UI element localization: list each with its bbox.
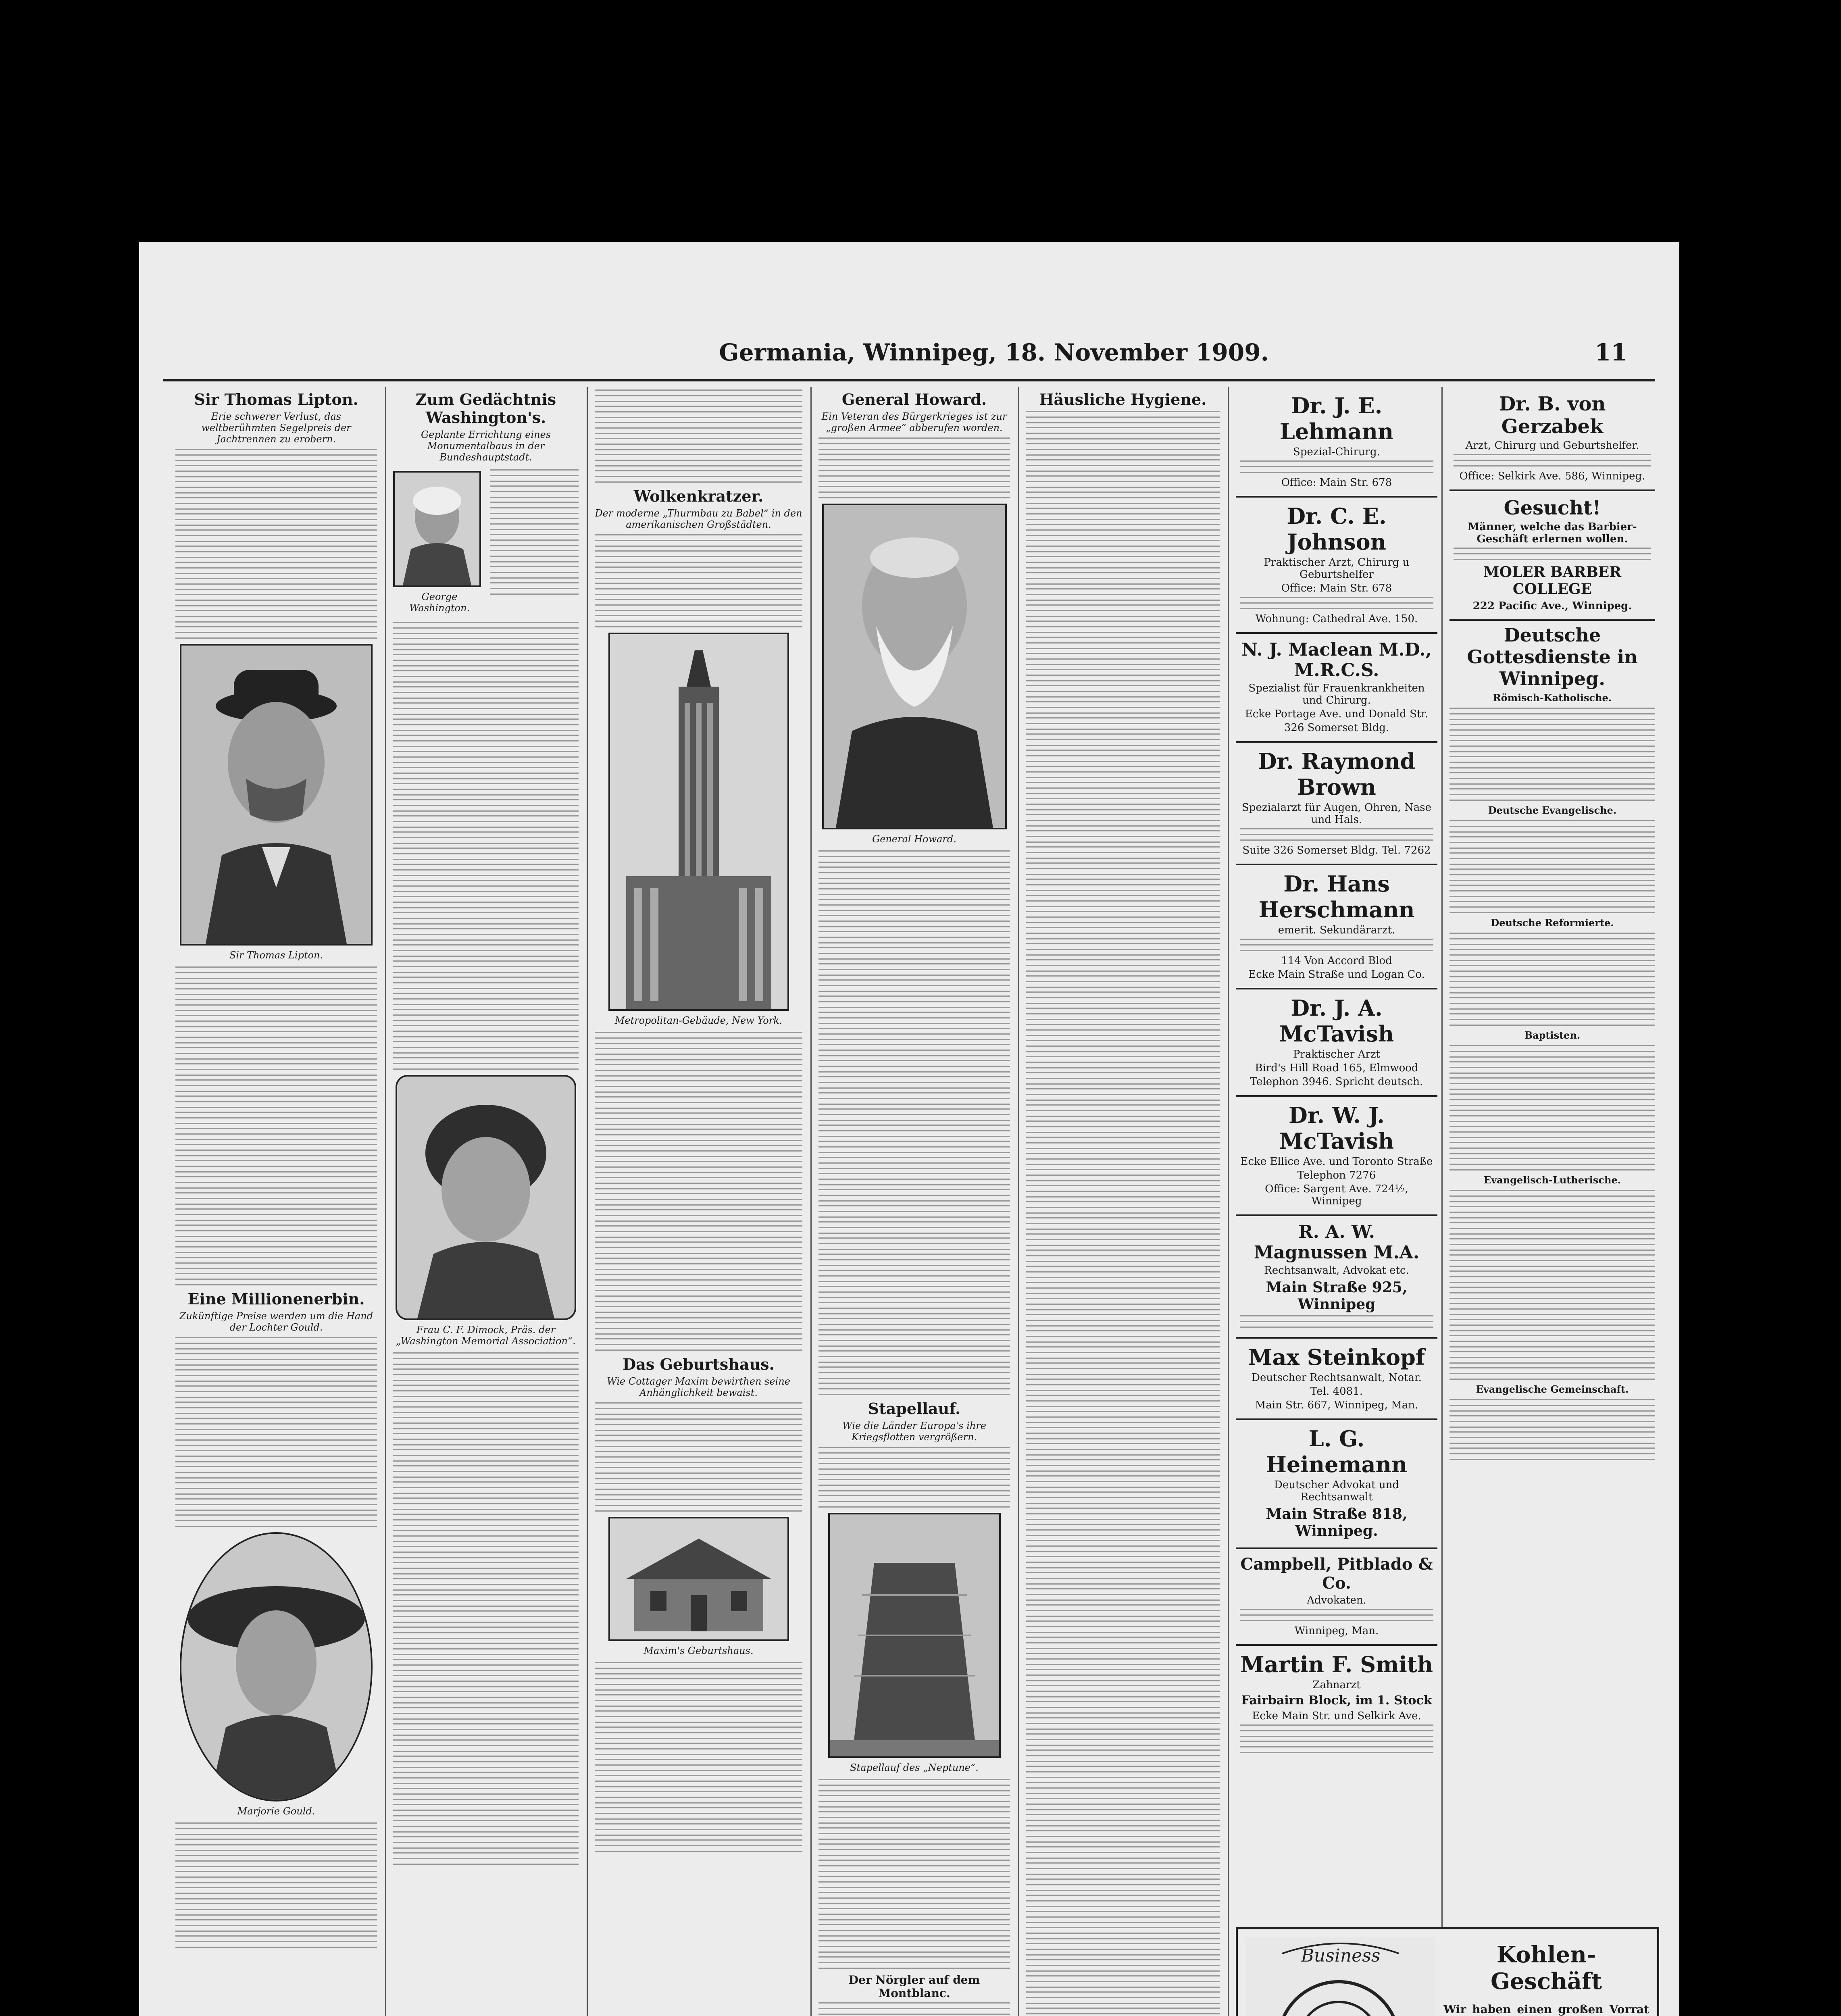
column-3 — [595, 387, 802, 2016]
column-separator — [1228, 387, 1229, 2016]
photo-caption: Marjorie Gould. — [237, 1806, 315, 1817]
article-heading: Stapellauf. — [868, 1400, 961, 1418]
masthead — [139, 339, 1679, 375]
article-heading: Zum Gedächtnis Washington's. — [415, 390, 556, 427]
ad-lehmann: Dr. J. E. Lehmann Spezial-Chirurg. Office: Main Str. 678 — [1236, 387, 1437, 498]
masthead-rule — [163, 379, 1655, 381]
column-separator — [1441, 387, 1443, 2016]
portrait-lipton — [180, 644, 373, 946]
article-heading: General Howard. — [841, 390, 987, 408]
article-subheading: Der moderne „Thurmbau zu Babel“ in den amerikanischen Großstädten. — [595, 508, 802, 530]
ad-wj-mctavish: Dr. W. J. McTavish Ecke Ellice Ave. und Toronto Straße Telephon 7276 Office: Sargent Ave. 724½, Winnipeg — [1236, 1097, 1437, 1216]
column-separator — [385, 387, 386, 2016]
ad-herschmann: Dr. Hans Herschmann emerit. Sekundärarzt. 114 Von Accord Blod Ecke Main Straße und Logan Co. — [1236, 865, 1437, 989]
masthead-title: Germania, Winnipeg, 18. November 1909. — [719, 339, 1269, 366]
article-subheading: Zukünftige Preise werden um die Hand der Lochter Gould. — [179, 1310, 373, 1333]
portrait-dimock — [396, 1075, 576, 1320]
photo-neptune-launch — [828, 1513, 1001, 1758]
photo-caption: General Howard. — [872, 833, 956, 845]
svg-text:Business: Business — [1301, 1945, 1381, 1966]
article-heading: Häusliche Hygiene. — [1039, 390, 1207, 408]
article-subheading: Wie die Länder Europa's ihre Kriegsflotten vergrößern. — [842, 1420, 986, 1443]
column-separator — [1018, 387, 1019, 2016]
portrait-general-howard — [822, 504, 1007, 829]
ad-steinkopf: Max Steinkopf Deutscher Rechtsanwalt, Notar. Tel. 4081. Main Str. 667, Winnipeg, Man. — [1236, 1339, 1437, 1420]
column-7: Dr. B. von Gerzabek Arzt, Chirurg und Geburtshelfer. Office: Selkirk Ave. 586, Winnipeg. Gesucht! Männer, welche das Barbier-Geschäft erlernen wollen. MOLER BARBER COLLEGE 222 Pacific Ave., Winnipeg. Deutsche Gottesdienste in Winnipeg. Römisch-Katholische. Deutsche Evangelische. Deutsche Reformierte. Baptisten. Evangelisch-Lutherische. Evangelische Gemeinschaft. — [1449, 387, 1655, 1919]
photo-caption: Metropolitan-Gebäude, New York. — [614, 1015, 783, 1026]
column-separator — [810, 387, 812, 2016]
ad-martin-smith: Martin F. Smith Zahnarzt Fairbairn Block, im 1. Stock Ecke Main Str. und Selkirk Ave. — [1236, 1646, 1437, 1762]
column-6-ads — [1236, 387, 1437, 1919]
article-heading: Wolkenkratzer. — [633, 487, 764, 505]
church-services-heading: Deutsche Gottesdienste in Winnipeg. — [1467, 624, 1638, 689]
ad-gerzabek: Dr. B. von Gerzabek Arzt, Chirurg und Geburtshelfer. Office: Selkirk Ave. 586, Winnipeg. — [1449, 387, 1655, 491]
ad-ja-mctavish: Dr. J. A. McTavish Praktischer Arzt Bird's Hill Road 165, Elmwood Telephon 3946. Spricht deutsch. — [1236, 989, 1437, 1097]
ad-magnussen: R. A. W. Magnussen M.A. Rechtsanwalt, Advokat etc. Main Straße 925, Winnipeg — [1236, 1216, 1437, 1339]
photo-caption: Maxim's Geburtshaus. — [644, 1645, 754, 1656]
article-heading: Das Geburtshaus. — [623, 1355, 775, 1373]
article-subheading: Erie schwerer Verlust, das weltberühmten Segelpreis der Jachtrennen zu erobern. — [201, 411, 351, 445]
portrait-washington — [393, 471, 481, 587]
photo-metropolitan-tower — [608, 633, 789, 1011]
article-heading: Der Nörgler auf dem Montblanc. — [848, 1973, 980, 2000]
ad-adams-coal — [1236, 1927, 1659, 2016]
photo-caption: Sir Thomas Lipton. — [229, 950, 323, 961]
newspaper-page — [139, 242, 1679, 2016]
page-number: 11 — [1595, 339, 1627, 366]
ad-maclean: N. J. Maclean M.D., M.R.C.S. Spezialist für Frauenkrankheiten und Chirurg. Ecke Portage Ave. und Donald Str. 326 Somerset Bldg. — [1236, 634, 1437, 743]
portrait-marjorie-gould — [180, 1532, 373, 1801]
column-1 — [175, 387, 377, 2016]
column-5 — [1026, 387, 1220, 2016]
coal-ad-text: Kohlen-Geschäft Wir haben einen großen Vorrat — [1443, 1941, 1649, 2016]
article-heading: Sir Thomas Lipton. — [194, 390, 358, 408]
article-heading: Eine Millionenerbin. — [187, 1290, 365, 1308]
coal-illustration — [1246, 1937, 1435, 2016]
article-subheading: Ein Veteran des Bürgerkrieges ist zur „großen Armee“ abberufen worden. — [821, 411, 1007, 433]
ad-brown: Dr. Raymond Brown Spezialarzt für Augen, Ohren, Nase und Hals. Suite 326 Somerset Bldg. Tel. 7262 — [1236, 743, 1437, 865]
photo-maxim-birthplace — [608, 1517, 789, 1641]
article-subheading: Geplante Errichtung eines Monumentalbaus in der Bundeshauptstadt. — [421, 429, 551, 463]
ad-campbell-pitblado: Campbell, Pitblado & Co. Advokaten. Winnipeg, Man. — [1236, 1549, 1437, 1646]
column-4 — [818, 387, 1010, 2016]
ad-johnson: Dr. C. E. Johnson Praktischer Arzt, Chirurg u Geburtshelfer Office: Main Str. 678 Wohnung: Cathedral Ave. 150. — [1236, 498, 1437, 634]
photo-caption: George Washington. — [409, 591, 470, 614]
ad-heinemann: L. G. Heinemann Deutscher Advokat und Rechtsanwalt Main Straße 818, Winnipeg. — [1236, 1420, 1437, 1549]
column-2 — [393, 387, 579, 2016]
article-subheading: Wie Cottager Maxim bewirthen seine Anhänglichkeit bewaist. — [607, 1376, 790, 1398]
column-separator — [587, 387, 588, 2016]
ad-moler-barber-college: Gesucht! Männer, welche das Barbier-Geschäft erlernen wollen. MOLER BARBER COLLEGE 222 Pacific Ave., Winnipeg. — [1449, 491, 1655, 621]
photo-caption: Frau C. F. Dimock, Präs. der „Washington Memorial Association“. — [396, 1324, 576, 1347]
photo-caption: Stapellauf des „Neptune“. — [850, 1762, 979, 1773]
